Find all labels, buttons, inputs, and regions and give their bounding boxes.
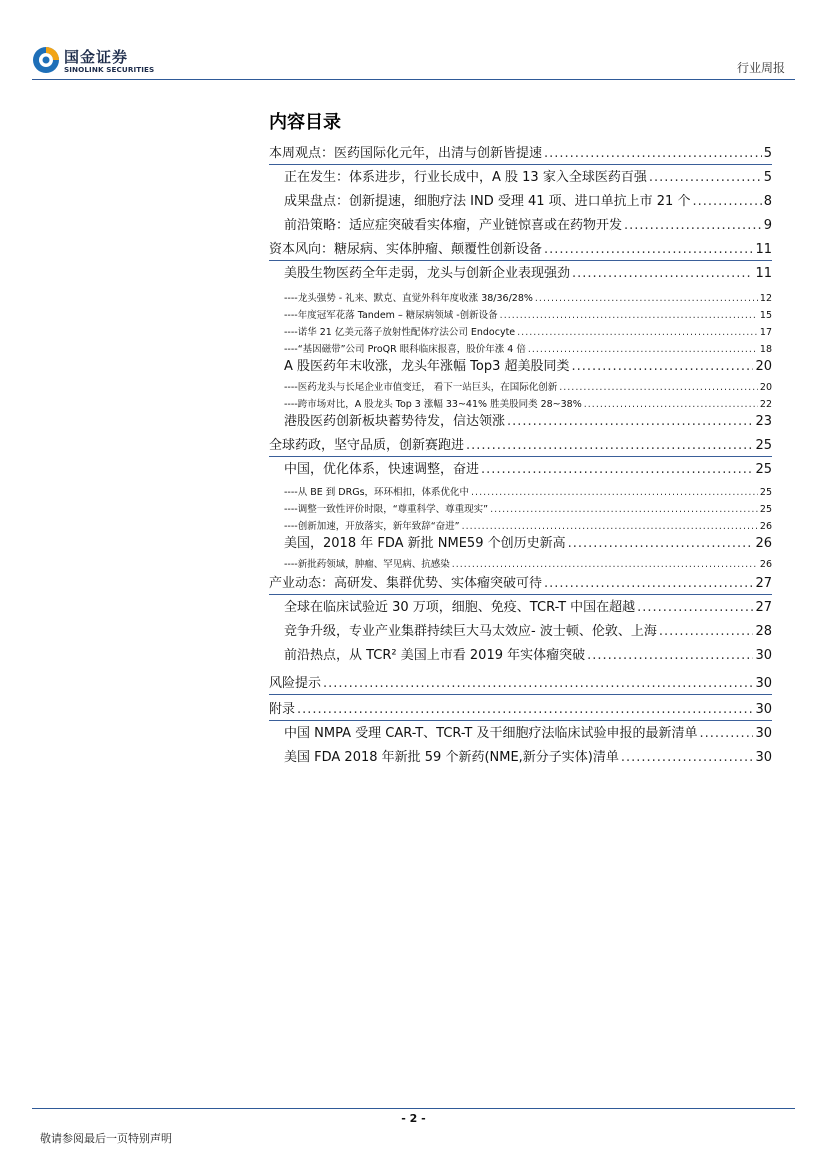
toc-leader-dots — [649, 170, 762, 185]
toc-leader-dots — [466, 438, 753, 453]
toc-entry-title: ----诺华 21 亿美元落子放射性配体疗法公司 Endocyte — [284, 327, 516, 338]
toc-leader-dots — [587, 648, 753, 663]
toc-entry-page: 25 — [755, 462, 772, 477]
toc-leader-dots — [297, 702, 753, 717]
toc-entry-title: ----创新加速，开放落实，新年致辞“奋进” — [284, 521, 460, 532]
toc-entry[interactable] — [269, 484, 772, 498]
toc-leader-dots — [572, 359, 754, 374]
disclaimer-note: 敬请参阅最后一页特别声明 — [40, 1132, 172, 1145]
toc-entry-page: 22 — [759, 399, 772, 410]
toc-leader-dots — [544, 242, 753, 257]
toc-entry-page: 30 — [755, 726, 772, 741]
toc-leader-dots — [559, 382, 758, 393]
toc-entry-title: ----从 BE 到 DRGs，环环相扣，体系优化中 — [284, 487, 470, 498]
toc-leader-dots — [481, 462, 753, 477]
toc-leader-dots — [452, 559, 758, 570]
sinolink-logo — [32, 46, 162, 78]
toc-entry-title: 前沿策略：适应症突破看实体瘤，产业链惊喜或在药物开发 — [284, 218, 623, 233]
toc-entry-page: 27 — [755, 576, 772, 591]
toc-leader-dots — [500, 310, 758, 321]
toc-entry-title: ----医药龙头与长尾企业市值变迁， 看下一站巨头，在国际化创新 — [284, 382, 558, 393]
toc-entry[interactable] — [269, 324, 772, 338]
toc-entry[interactable] — [269, 355, 772, 374]
toc-leader-dots — [572, 266, 753, 281]
document-type-label: 行业周报 — [736, 61, 785, 75]
toc-entry-page: 25 — [755, 438, 772, 453]
toc-entry[interactable] — [269, 572, 772, 591]
toc-entry-page: 20 — [759, 382, 772, 393]
toc-leader-dots — [507, 414, 753, 429]
toc-entry[interactable] — [269, 672, 772, 691]
toc-entry-page: 20 — [755, 359, 772, 374]
toc-entry-title: 中国，优化体系，快速调整，奋进 — [284, 462, 480, 477]
page-header — [0, 0, 827, 80]
header-divider — [32, 79, 795, 80]
toc-entry-page: 8 — [763, 194, 772, 209]
toc-entry-page: 26 — [759, 521, 772, 532]
toc-entry-page: 11 — [755, 242, 772, 257]
toc-entry[interactable] — [269, 307, 772, 321]
logo-mark-icon — [32, 46, 60, 74]
toc-entry-page: 26 — [755, 536, 772, 551]
toc-entry[interactable] — [269, 620, 772, 639]
toc-entry-page: 30 — [755, 676, 772, 691]
toc-leader-dots — [544, 576, 753, 591]
page-number: - 2 - — [401, 1112, 426, 1125]
toc-entry-page: 25 — [759, 487, 772, 498]
toc-entry[interactable] — [269, 410, 772, 429]
toc-entry[interactable] — [269, 501, 772, 515]
toc-entry-page: 17 — [759, 327, 772, 338]
toc-entry-title: 全球在临床试验近 30 万项，细胞、免疫、TCR-T 中国在超越 — [284, 600, 636, 615]
toc-entry-title: 成果盘点：创新提速，细胞疗法 IND 受理 41 项、进口单抗上市 21 个 — [284, 194, 691, 209]
toc-leader-dots — [517, 327, 758, 338]
toc-leader-dots — [584, 399, 758, 410]
toc-entry-title: 产业动态：高研发、集群优势、实体瘤突破可待 — [269, 576, 543, 591]
toc-entry-title: 全球药政，坚守品质，创新赛跑进 — [269, 438, 465, 453]
toc-entry-title: 风险提示 — [269, 676, 322, 691]
logo-english-name: SINOLINK SECURITIES — [64, 65, 155, 74]
toc-entry[interactable] — [269, 556, 772, 570]
toc-entry-page: 18 — [759, 344, 772, 355]
toc-entry[interactable] — [269, 518, 772, 532]
toc-entry-title: ----跨市场对比，A 股龙头 Top 3 涨幅 33~41% 胜美股同类 28~38% — [284, 399, 582, 410]
toc-entry[interactable] — [269, 722, 772, 741]
toc-leader-dots — [528, 344, 758, 355]
toc-entry-page: 26 — [759, 559, 772, 570]
toc-title: 内容目录 — [269, 112, 341, 133]
footer-divider — [32, 1108, 795, 1109]
toc-leader-dots — [621, 750, 754, 765]
toc-entry[interactable] — [269, 596, 772, 615]
toc-leader-dots — [535, 293, 758, 304]
toc-entry-title: 本周观点：医药国际化元年，出清与创新皆提速 — [269, 146, 543, 161]
toc-entry[interactable] — [269, 644, 772, 663]
toc-entry-page: 5 — [763, 170, 772, 185]
toc-leader-dots — [462, 521, 758, 532]
toc-entry-title: ----年度冠军花落 Tandem – 糖尿病领域 -创新设备 — [284, 310, 498, 321]
toc-entry-page: 30 — [755, 702, 772, 717]
toc-entry[interactable] — [269, 166, 772, 185]
toc-entry-page: 5 — [763, 146, 772, 161]
toc-entry-title: ----“基因磁带”公司 ProQR 眼科临床报喜，股价年涨 4 倍 — [284, 344, 526, 355]
toc-entry-page: 25 — [759, 504, 772, 515]
toc-leader-dots — [490, 504, 758, 515]
toc-entry[interactable] — [269, 262, 772, 281]
toc-entry[interactable] — [269, 746, 772, 765]
toc-entry[interactable] — [269, 396, 772, 410]
toc-entry-title: 附录 — [269, 702, 296, 717]
toc-leader-dots — [544, 146, 762, 161]
toc-entry-title: 美国 FDA 2018 年新批 59 个新药(NME,新分子实体)清单 — [284, 750, 619, 765]
toc-entry-page: 28 — [755, 624, 772, 639]
toc-entry-page: 9 — [763, 218, 772, 233]
toc-entry-title: 资本风向：糖尿病、实体肿瘤、颠覆性创新设备 — [269, 242, 543, 257]
toc-leader-dots — [637, 600, 753, 615]
toc-leader-dots — [692, 194, 761, 209]
logo-chinese-name: 国金证券 — [64, 48, 129, 66]
toc-entry[interactable] — [269, 238, 772, 257]
toc-entry[interactable] — [269, 142, 772, 161]
toc-entry-title: A 股医药年末收涨，龙头年涨幅 Top3 超美股同类 — [284, 359, 570, 374]
toc-entry[interactable] — [269, 379, 772, 393]
toc-entry[interactable] — [269, 458, 772, 477]
toc-entry-page: 27 — [755, 600, 772, 615]
toc-entry-title: 正在发生：体系进步，行业长成中，A 股 13 家入全球医药百强 — [284, 170, 647, 185]
toc-entry-page: 12 — [759, 293, 772, 304]
toc-leader-dots — [323, 676, 753, 691]
toc-entry-title: 中国 NMPA 受理 CAR-T、TCR-T 及干细胞疗法临床试验申报的最新清单 — [284, 726, 698, 741]
toc-entry[interactable] — [269, 434, 772, 453]
toc-entry-page: 30 — [755, 648, 772, 663]
toc-entry[interactable] — [269, 532, 772, 551]
toc-entry-title: 前沿热点，从 TCR² 美国上市看 2019 年实体瘤突破 — [284, 648, 586, 663]
toc-entry-page: 11 — [755, 266, 772, 281]
toc-entry-title: ----龙头强势 - 礼来、默克、直觉外科年度收涨 38/36/28% — [284, 293, 533, 304]
toc-leader-dots — [471, 487, 758, 498]
toc-entry-title: 美国，2018 年 FDA 新批 NME59 个创历史新高 — [284, 536, 566, 551]
toc-leader-dots — [568, 536, 754, 551]
toc-leader-dots — [624, 218, 762, 233]
toc-entry-title: 竞争升级，专业产业集群持续巨大马太效应- 波士顿、伦敦、上海 — [284, 624, 657, 639]
toc-leader-dots — [700, 726, 754, 741]
toc-entry-page: 15 — [759, 310, 772, 321]
toc-entry[interactable] — [269, 341, 772, 355]
toc-entry[interactable] — [269, 214, 772, 233]
toc-entry-title: 美股生物医药全年走弱，龙头与创新企业表现强劲 — [284, 266, 571, 281]
toc-entry-title: 港股医药创新板块蓄势待发，信达领涨 — [284, 414, 506, 429]
toc-entry[interactable] — [269, 698, 772, 717]
toc-leader-dots — [659, 624, 754, 639]
toc-entry-page: 23 — [755, 414, 772, 429]
toc-entry-title: ----调整一致性评价时限，“尊重科学、尊重现实” — [284, 504, 489, 515]
toc-entry-page: 30 — [755, 750, 772, 765]
toc-entry[interactable] — [269, 190, 772, 209]
toc-entry[interactable] — [269, 290, 772, 304]
toc-entry-title: ----新批药领域，肿瘤、罕见病、抗感染 — [284, 559, 450, 570]
